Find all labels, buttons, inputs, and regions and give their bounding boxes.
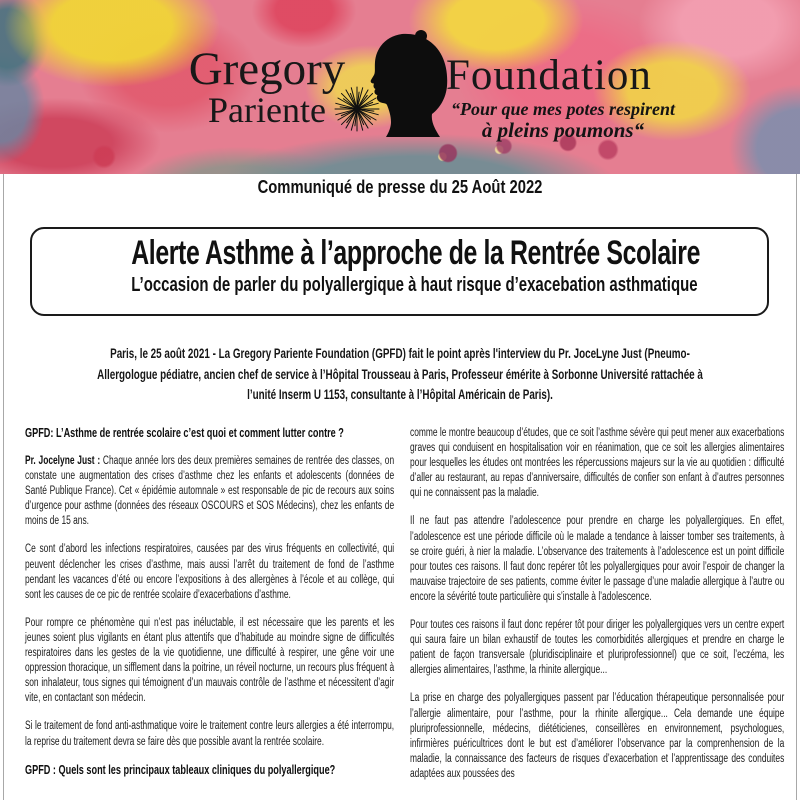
- logo-first-name: Gregory: [188, 43, 346, 95]
- headline-subtitle: L’occasion de parler du polyallergique à haut risque d’exacebation asthmatique: [131, 273, 698, 296]
- speaker-lead: Pr. Jocelyne Just :: [25, 455, 103, 467]
- body-paragraph: Ce sont d’abord les infections respiratoires, causées par des virus fréquents en collectivité, qui peuvent déclencher les crises d’asthme, mais aussi l’arrêt du traitement de fond de l’asthme pendant les vacances d’été ou encore l’expositions à des allergènes à l’école et au collège, qui sont les causes de ce pic de rentrée scolaire d’exacerbations d’asthme.: [25, 543, 395, 601]
- logo-tagline: [430, 99, 696, 142]
- intro-paragraph: Paris, le 25 août 2021 - La Gregory Pariente Foundation (GPFD) fait le point après l'interview du Pr. JoceLyne Just (Pneumo-Allergologue pédiatre, ancien chef de service à l’Hôpital Trousseau à Paris, Professeur émérite à Sorbonne Université rattachée à l’unité Inserm U 1153, consultante à l’Hôpital Américain de Paris).: [97, 346, 703, 402]
- body-paragraph: comme le montre beaucoup d’études, que ce soit l’asthme sévère qui peut mener aux exacerbations graves qui conduisent en hospitalisation voir en réanimation, que ce soit les allergies alimentaires pour lesquelles les études ont montrées les répercussions majeurs sur la vie au quotidien : difficulté d’aller au restaurant, au repas d’anniversaire, difficultés de confier son enfant à d’autres personnes qui ne connaissent pas la maladie.: [410, 427, 785, 500]
- body-paragraph: Pour rompre ce phénomène qui n’est pas inéluctable, il est nécessaire que les parents et les jeunes soient plus vigilants en étant plus attentifs que d’habitude au moindre signe de difficultés respiratoires dans les gestes de la vie quotidienne, une difficulté à respirer, une gêne voir une oppression thoracique, un sifflement dans la poitrine, un réveil nocturne, un recours plus fréquent à son inhalateur, tous signes qui témoignent d’un mauvais contrôle de l’asthme et nécessitent d’agir vite, en contactant son médecin.: [25, 616, 395, 705]
- question-heading: GPFD: L’Asthme de rentrée scolaire c’est quoi et comment lutter contre ?: [25, 426, 344, 440]
- press-release-date-text: Communiqué de presse du 25 Août 2022: [257, 176, 543, 197]
- header-watercolor-banner: [0, 0, 800, 174]
- logo-last-name: Pariente: [208, 90, 326, 130]
- logo-wordmark-right: [430, 54, 696, 142]
- press-release-date: [0, 176, 800, 198]
- body-paragraph: La prise en charge des polyallergiques passent par l’éducation thérapeutique personnalisée pour l’allergie alimentaire, pour l’asthme, pour la rhinite allergique... Cela demande une équipe pluriprofessionnelle, médecins, diététicienes, conseillères en environnement, psychologues, infirmières puéricultrices dont le but est d’améliorer l’observance par la comprenhension de la maladie, la connaissance des facteurs de risques d’exacerbation et l’apprentissage des conduites adaptées aux poussées des: [410, 692, 785, 780]
- tagline-line-1: “Pour que mes potes respirent: [450, 99, 675, 119]
- body-paragraph: Si le traitement de fond anti-asthmatique voire le traitement contre leurs allergies a été interrompu, la reprise du traitement devra se faire dès que possible avant la rentrée scolaire.: [25, 720, 395, 748]
- body-paragraph: Il ne faut pas attendre l’adolescence pour prendre en charge les polyallergiques. En effet, l’adolescence est une période difficile où le malade a tendance à laisser tomber ses traitements, à se croire guéri, à nier la maladie. L’observance des traitements à l’adolescence est un point difficile pour toutes ces raisons. Il faut donc repérer tôt les polyallergiques pour avoir l’espoir de changer la mauvaise trajectoire de ses patients, comme éviter le passage d’une maladie allergique à l’autre ou encore la sévérité toute particulière qui s’installe à l’adolescence.: [410, 515, 785, 603]
- question-heading: GPFD : Quels sont les principaux tableaux cliniques du polyallergique?: [25, 762, 336, 777]
- column-right: [410, 426, 784, 795]
- column-left: [25, 426, 394, 791]
- body-paragraph: Pr. Jocelyne Just : Chaque année lors des deux premières semaines de rentrée des classes, on constate une augmentation des crises d’asthme chez les enfants et adolescents (données de Santé Publique France). Cet « épidémie automnale » est responsable de pic de recours aux soins d’urgence pour asthme (données des réseaux OSCOURS et SOS Médecins), chez les enfants de moins de 15 ans.: [25, 455, 395, 528]
- logo-foundation-text: Foundation: [446, 52, 652, 99]
- body-paragraph: Pour toutes ces raisons il faut donc repérer tôt pour diriger les polyallergiques vers un centre expert qui saura faire un bilan exhaustif de toutes les comorbidités allergiques et prendre en charge le patient de façon transversale (pluridisciplinaire et pluriprofessionnel) que ce soit, l’eczéma, les allergies alimentaires, l’asthme, la rhinite allergique...: [410, 619, 785, 677]
- headline-title: Alerte Asthme à l’approche de la Rentrée Scolaire: [131, 234, 701, 272]
- tagline-line-2: à pleins poumons“: [481, 118, 645, 142]
- headline-box: [30, 227, 769, 316]
